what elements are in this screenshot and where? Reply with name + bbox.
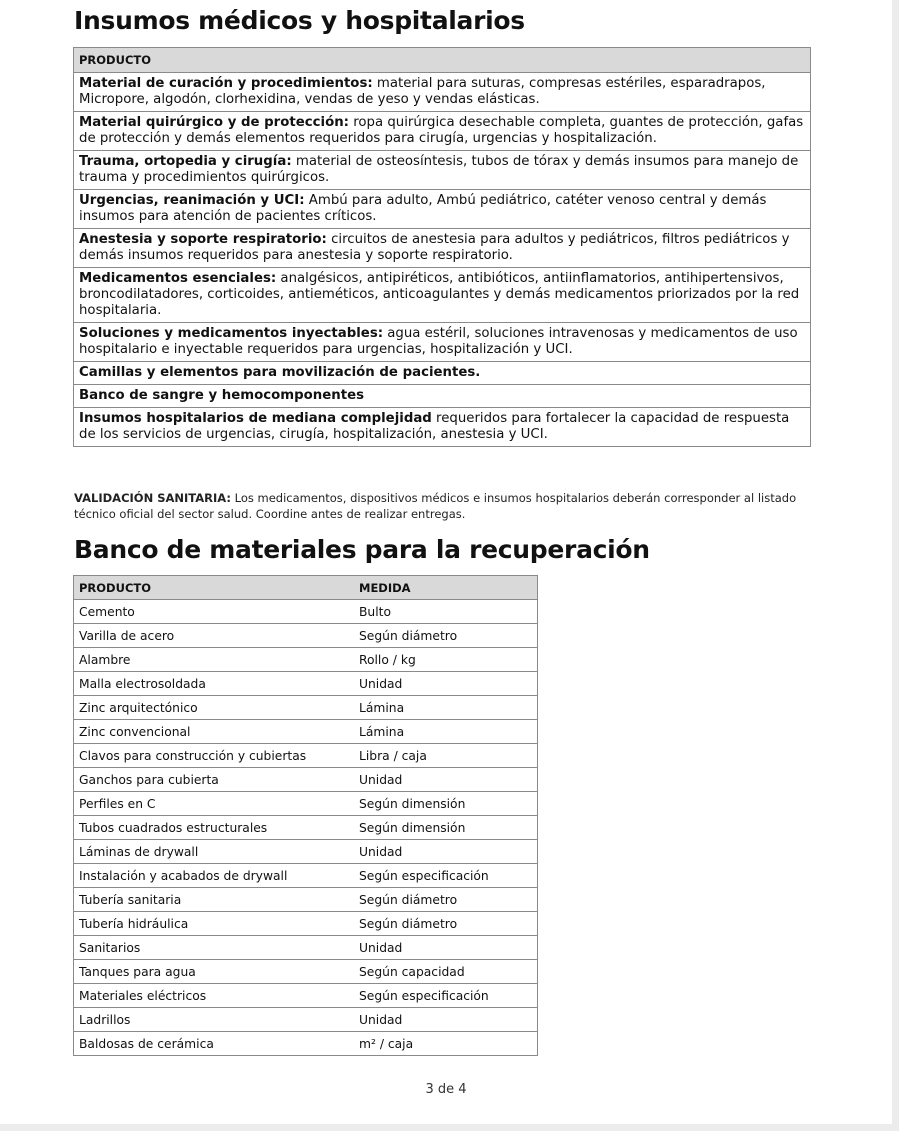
table-row — [74, 229, 811, 268]
table-row — [74, 190, 811, 229]
table-row — [74, 816, 538, 840]
table-row — [74, 323, 811, 362]
measure-cell: Según diámetro — [354, 888, 538, 912]
product-description: analgésicos, antipiréticos, antibióticos, antiinflamatorios, antihipertensivos, broncodilatadores, corticoides, antieméticos, anticoagulantes y demás medicamentos priorizados por la red hospitalaria. — [79, 271, 800, 318]
measure-cell: m² / caja — [354, 1032, 538, 1056]
product-cell: Tanques para agua — [74, 960, 355, 984]
product-description: Ambú para adulto, Ambú pediátrico, catéter venoso central y demás insumos para atención de pacientes críticos. — [79, 193, 767, 224]
column-header-producto: PRODUCTO — [74, 48, 811, 73]
product-category: Urgencias, reanimación y UCI: — [79, 193, 305, 208]
product-cell: Baldosas de cerámica — [74, 1032, 355, 1056]
product-cell — [74, 268, 811, 323]
product-cell: Tubería hidráulica — [74, 912, 355, 936]
product-category: Trauma, ortopedia y cirugía: — [79, 154, 292, 169]
product-description: material para suturas, compresas estériles, esparadrapos, Micropore, algodón, clorhexidina, vendas de yeso y vendas elásticas. — [79, 76, 766, 107]
product-cell — [74, 229, 811, 268]
product-cell — [74, 151, 811, 190]
measure-cell: Rollo / kg — [354, 648, 538, 672]
measure-cell: Lámina — [354, 696, 538, 720]
product-cell: Materiales eléctricos — [74, 984, 355, 1008]
table-row — [74, 1008, 538, 1032]
table-row — [74, 408, 811, 447]
materials-table — [73, 575, 538, 1056]
measure-cell: Según especificación — [354, 984, 538, 1008]
product-description: agua estéril, soluciones intravenosas y medicamentos de uso hospitalario e inyectable requeridos para urgencias, hospitalización y UCI. — [79, 326, 798, 357]
table-row — [74, 151, 811, 190]
table-row — [74, 888, 538, 912]
product-category: Insumos hospitalarios de mediana complejidad — [79, 411, 432, 426]
section-title-materials: Banco de materiales para la recuperación — [74, 535, 650, 564]
product-cell: Instalación y acabados de drywall — [74, 864, 355, 888]
product-cell: Sanitarios — [74, 936, 355, 960]
product-category: Soluciones y medicamentos inyectables: — [79, 326, 384, 341]
measure-cell: Según dimensión — [354, 816, 538, 840]
product-cell: Cemento — [74, 600, 355, 624]
table-row — [74, 600, 538, 624]
product-cell: Tubería sanitaria — [74, 888, 355, 912]
table-row — [74, 792, 538, 816]
materials-body — [74, 600, 538, 1056]
measure-cell: Unidad — [354, 1008, 538, 1032]
measure-cell: Unidad — [354, 936, 538, 960]
medical-supplies-table — [73, 47, 811, 447]
product-cell: Láminas de drywall — [74, 840, 355, 864]
table-row — [74, 268, 811, 323]
table-row — [74, 648, 538, 672]
sanitary-validation-note — [74, 490, 834, 522]
table-row — [74, 936, 538, 960]
product-cell: Zinc arquitectónico — [74, 696, 355, 720]
measure-cell: Libra / caja — [354, 744, 538, 768]
measure-cell: Unidad — [354, 672, 538, 696]
measure-cell: Lámina — [354, 720, 538, 744]
product-category: Banco de sangre y hemocomponentes — [79, 388, 364, 403]
column-header-producto: PRODUCTO — [74, 576, 355, 600]
table-row — [74, 112, 811, 151]
product-category: Medicamentos esenciales: — [79, 271, 277, 286]
product-description: material de osteosíntesis, tubos de tórax y demás insumos para manejo de trauma y procedimientos quirúrgicos. — [79, 154, 799, 185]
measure-cell: Según diámetro — [354, 624, 538, 648]
section-title-medical: Insumos médicos y hospitalarios — [74, 6, 525, 35]
product-category: Anestesia y soporte respiratorio: — [79, 232, 327, 247]
table-row — [74, 1032, 538, 1056]
table-row — [74, 984, 538, 1008]
table-row — [74, 624, 538, 648]
note-text: Los medicamentos, dispositivos médicos e insumos hospitalarios deberán corresponder al listado técnico oficial del sector salud. Coordine antes de realizar entregas. — [74, 491, 797, 521]
measure-cell: Unidad — [354, 768, 538, 792]
table-header-row — [74, 576, 538, 600]
table-header-row — [74, 48, 811, 73]
table-row — [74, 744, 538, 768]
table-row — [74, 912, 538, 936]
product-cell: Perfiles en C — [74, 792, 355, 816]
product-cell: Ganchos para cubierta — [74, 768, 355, 792]
table-row — [74, 672, 538, 696]
table-row — [74, 768, 538, 792]
product-cell — [74, 190, 811, 229]
product-cell — [74, 73, 811, 112]
table-row — [74, 385, 811, 408]
table-row — [74, 696, 538, 720]
product-cell — [74, 323, 811, 362]
product-cell: Alambre — [74, 648, 355, 672]
product-category: Camillas y elementos para movilización de pacientes. — [79, 365, 481, 380]
product-cell — [74, 385, 811, 408]
table-row — [74, 362, 811, 385]
note-label: VALIDACIÓN SANITARIA: — [74, 491, 231, 505]
product-category: Material quirúrgico y de protección: — [79, 115, 349, 130]
product-cell: Zinc convencional — [74, 720, 355, 744]
product-description: circuitos de anestesia para adultos y pediátricos, filtros pediátricos y demás insumos requeridos para anestesia y soporte respiratorio. — [79, 232, 790, 263]
column-header-medida: MEDIDA — [354, 576, 538, 600]
product-cell — [74, 362, 811, 385]
product-cell: Malla electrosoldada — [74, 672, 355, 696]
measure-cell: Según diámetro — [354, 912, 538, 936]
table-row — [74, 720, 538, 744]
page-number: 3 de 4 — [425, 1082, 467, 1097]
table-row — [74, 960, 538, 984]
product-cell — [74, 112, 811, 151]
product-cell: Tubos cuadrados estructurales — [74, 816, 355, 840]
measure-cell: Según dimensión — [354, 792, 538, 816]
table-row — [74, 73, 811, 112]
measure-cell: Unidad — [354, 840, 538, 864]
medical-supplies-body — [74, 73, 811, 447]
measure-cell: Según especificación — [354, 864, 538, 888]
product-cell: Varilla de acero — [74, 624, 355, 648]
table-row — [74, 840, 538, 864]
product-category: Material de curación y procedimientos: — [79, 76, 373, 91]
table-row — [74, 864, 538, 888]
product-description: requeridos para fortalecer la capacidad de respuesta de los servicios de urgencias, cirugía, hospitalización, anestesia y UCI. — [79, 411, 790, 442]
product-cell — [74, 408, 811, 447]
product-cell: Ladrillos — [74, 1008, 355, 1032]
measure-cell: Según capacidad — [354, 960, 538, 984]
product-cell: Clavos para construcción y cubiertas — [74, 744, 355, 768]
measure-cell: Bulto — [354, 600, 538, 624]
product-description: ropa quirúrgica desechable completa, guantes de protección, gafas de protección y demás elementos requeridos para cirugía, urgencias y hospitalización. — [79, 115, 804, 146]
